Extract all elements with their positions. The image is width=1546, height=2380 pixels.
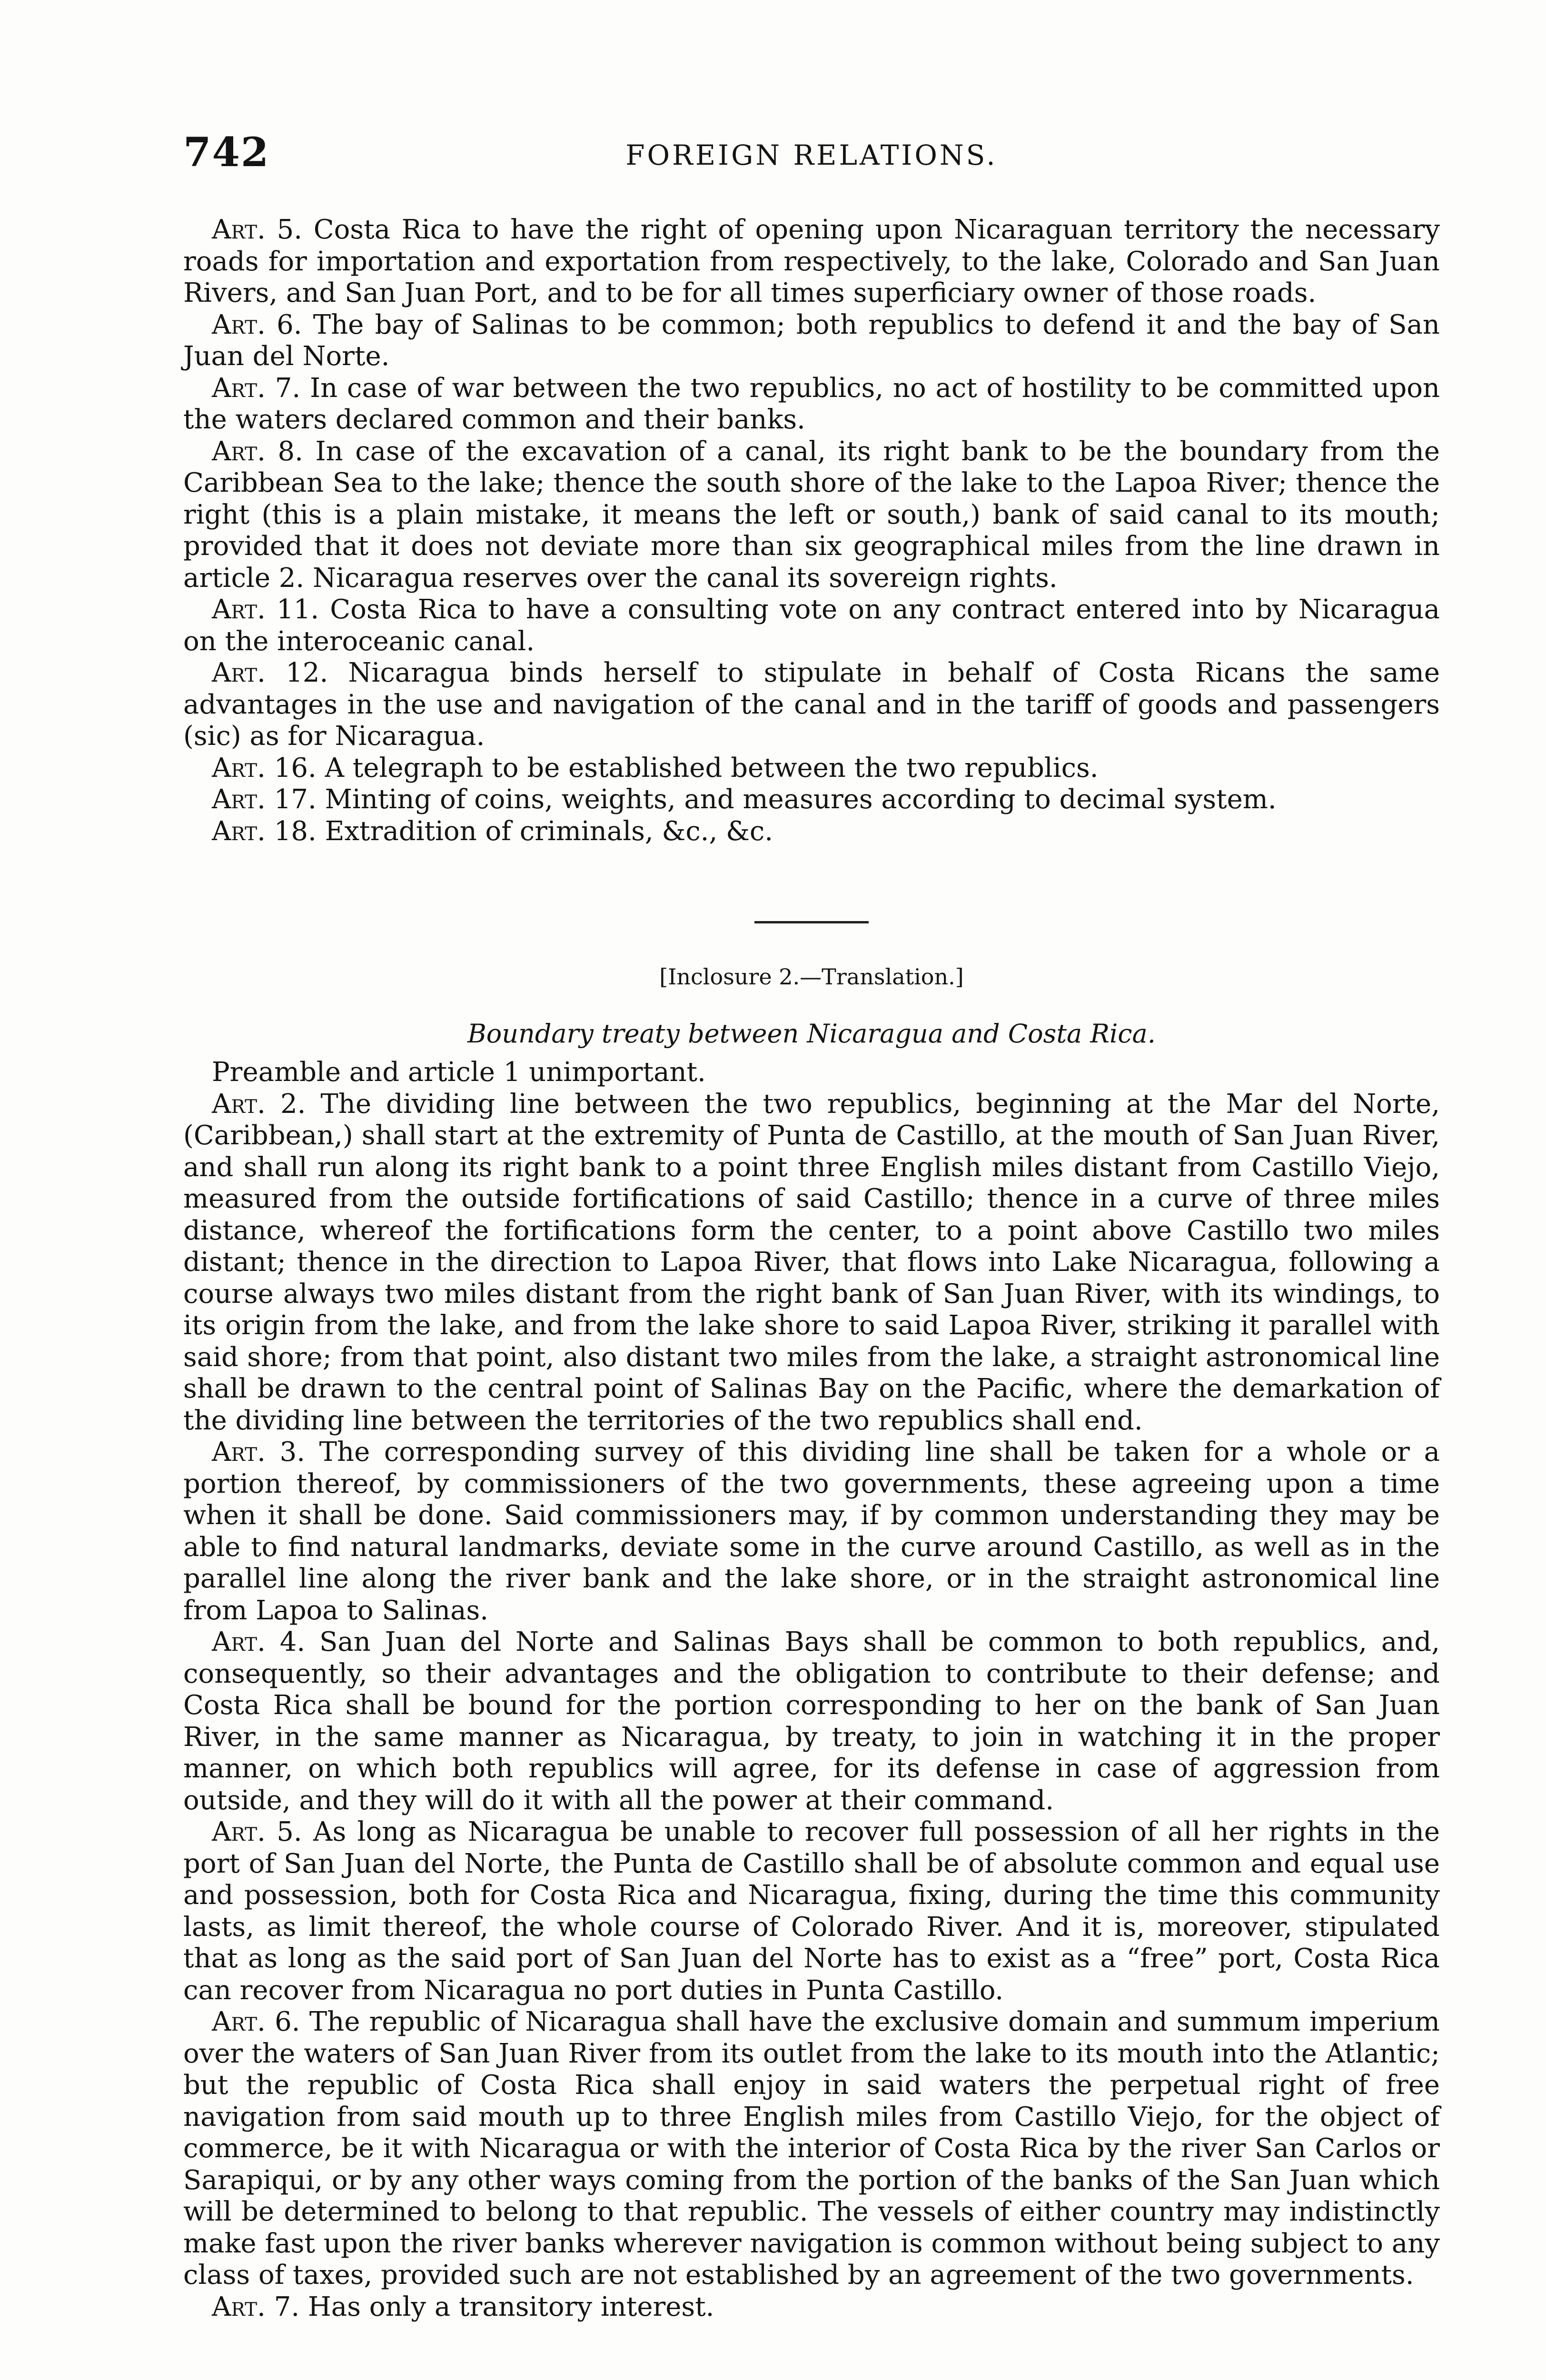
article-text: The bay of Salinas to be common; both republics to defend it and the bay of San Juan del Norte. <box>183 309 1440 372</box>
article-paragraph <box>183 309 1440 373</box>
article-text: The corresponding survey of this dividing line shall be taken for a whole or a portion thereof, by commissioners of the two governments, these agreeing upon a time when it shall be done. Said commissioners may, if by common understanding they may be able to find natural landmarks, deviate some in the curve around Castillo, as well as in the parallel line along the river bank and the lake shore, or in the straight astronomical line from Lapoa to Salinas. <box>183 1437 1440 1626</box>
article-text: A telegraph to be established between the two republics. <box>316 752 1099 783</box>
article-label: Art. 5. <box>212 214 303 245</box>
article-label: Art. 7. <box>212 2291 300 2322</box>
article-label: Art. 2. <box>212 1088 306 1120</box>
page-number: 742 <box>183 129 270 176</box>
article-label: Art. 5. <box>212 1816 302 1847</box>
article-paragraph <box>183 2291 1440 2323</box>
article-paragraph <box>183 436 1440 595</box>
treaty-title: Boundary treaty between Nicaragua and Costa Rica. <box>467 1019 1156 1049</box>
article-text: Minting of coins, weights, and measures according to decimal system. <box>316 784 1277 815</box>
article-paragraph <box>183 1437 1440 1626</box>
article-label: Art. 12. <box>212 657 328 688</box>
article-label: Art. 6. <box>212 2006 300 2037</box>
article-paragraph <box>183 2006 1440 2291</box>
inclosure-heading: [Inclosure 2.—Translation.] <box>659 964 964 990</box>
section-divider <box>754 921 869 923</box>
article-label: Art. 18. <box>212 815 317 847</box>
running-header <box>183 129 1440 181</box>
article-label: Art. 16. <box>212 752 317 783</box>
article-text: As long as Nicaragua be unable to recover full possession of all her rights in the port of San Juan del Norte, the Punta de Castillo shall be of absolute common and equal use and possession, both for Costa Rica and Nicaragua, fixing, during the time this community lasts, as limit thereof, the whole course of Colorado River. And it is, moreover, stipulated that as long as the said port of San Juan del Norte has to exist as a “free” port, Costa Rica can recover from Nicaragua no port duties in Punta Castillo. <box>183 1816 1440 2006</box>
article-label: Art. 6. <box>212 309 302 340</box>
article-label: Art. 4. <box>212 1626 306 1657</box>
article-paragraph <box>183 1626 1440 1816</box>
article-text: In case of war between the two republics, no act of hostility to be committed upon the waters declared common and their banks. <box>183 372 1440 435</box>
inclosure-1-summary <box>183 214 1440 847</box>
article-paragraph <box>183 373 1440 436</box>
article-text: The dividing line between the two republics, beginning at the Mar del Norte, (Caribbean,) shall start at the extremity of Punta de Castillo, at the mouth of San Juan River, and shall run along its right bank to a point three English miles distant from Castillo Viejo, measured from the outside fortifications of said Castillo; thence in a curve of three miles distance, whereof the fortifications form the center, to a point above Castillo two miles distant; thence in the direction to Lapoa River, that flows into Lake Nicaragua, following a course always two miles distant from the right bank of San Juan River, with its windings, to its origin from the lake, and from the lake shore to said Lapoa River, striking it parallel with said shore; from that point, also distant two miles from the lake, a straight astronomical line shall be drawn to the central point of Salinas Bay on the Pacific, where the demarkation of the dividing line between the territories of the two republics shall end. <box>183 1088 1440 1436</box>
article-label: Art. 3. <box>212 1437 306 1468</box>
article-text: Has only a transitory interest. <box>299 2291 714 2322</box>
treaty-body <box>183 1057 1440 2323</box>
article-paragraph <box>183 1816 1440 2006</box>
article-paragraph <box>183 753 1440 784</box>
preamble-paragraph: Preamble and article 1 unimportant. <box>212 1057 706 1088</box>
article-text: Costa Rica to have a consulting vote on any contract entered into by Nicaragua on the interoceanic canal. <box>183 594 1440 657</box>
header-title: FOREIGN RELATIONS. <box>625 139 998 171</box>
article-label: Art. 8. <box>212 436 303 467</box>
article-text: Nicaragua binds herself to stipulate in behalf of Costa Ricans the same advantages in the use and navigation of the canal and in the tariff of goods and passengers (sic) as for Nicaragua. <box>183 657 1440 752</box>
article-label: Art. 7. <box>212 372 301 404</box>
article-text: San Juan del Norte and Salinas Bays shall be common to both republics, and, consequently, so their advantages and the obligation to contribute to their defense; and Costa Rica shall be bound for the portion corresponding to her on the bank of San Juan River, in the same manner as Nicaragua, by treaty, to join in watching it in the proper manner, on which both republics will agree, for its defense in case of aggression from outside, and they will do it with all the power at their command. <box>183 1626 1440 1816</box>
article-paragraph <box>183 214 1440 309</box>
article-paragraph <box>183 594 1440 657</box>
article-text: Costa Rica to have the right of opening upon Nicaraguan territory the necessary roads for importation and exportation from respectively, to the lake, Colorado and San Juan Rivers, and San Juan Port, and to be for all times superficiary owner of those roads. <box>183 214 1440 308</box>
article-label: Art. 17. <box>212 784 317 815</box>
article-text: In case of the excavation of a canal, its right bank to be the boundary from the Caribbean Sea to the lake; thence the south shore of the lake to the Lapoa River; thence the right (this is a plain mistake, it means the left or south,) bank of said canal to its mouth; provided that it does not deviate more than six geographical miles from the line drawn in article 2. Nicaragua reserves over the canal its sovereign rights. <box>183 436 1440 594</box>
article-label: Art. 11. <box>212 594 319 625</box>
article-paragraph <box>183 657 1440 753</box>
article-text: Extradition of criminals, &c., &c. <box>316 815 773 847</box>
article-paragraph <box>183 1089 1440 1437</box>
article-paragraph <box>183 784 1440 816</box>
article-text: The republic of Nicaragua shall have the exclusive domain and summum imperium over the waters of San Juan River from its outlet from the lake to its mouth into the Atlantic; but the republic of Costa Rica shall enjoy in said waters the perpetual right of free navigation from said mouth up to three English miles from Castillo Viejo, for the object of commerce, be it with Nicaragua or with the interior of Costa Rica by the river San Carlos or Sarapiqui, or by any other ways coming from the portion of the banks of the San Juan which will be determined to belong to that republic. The vessels of either country may indistinctly make fast upon the river banks wherever navigation is common without being subject to any class of taxes, provided such are not established by an agreement of the two governments. <box>183 2006 1440 2291</box>
article-paragraph <box>183 816 1440 848</box>
